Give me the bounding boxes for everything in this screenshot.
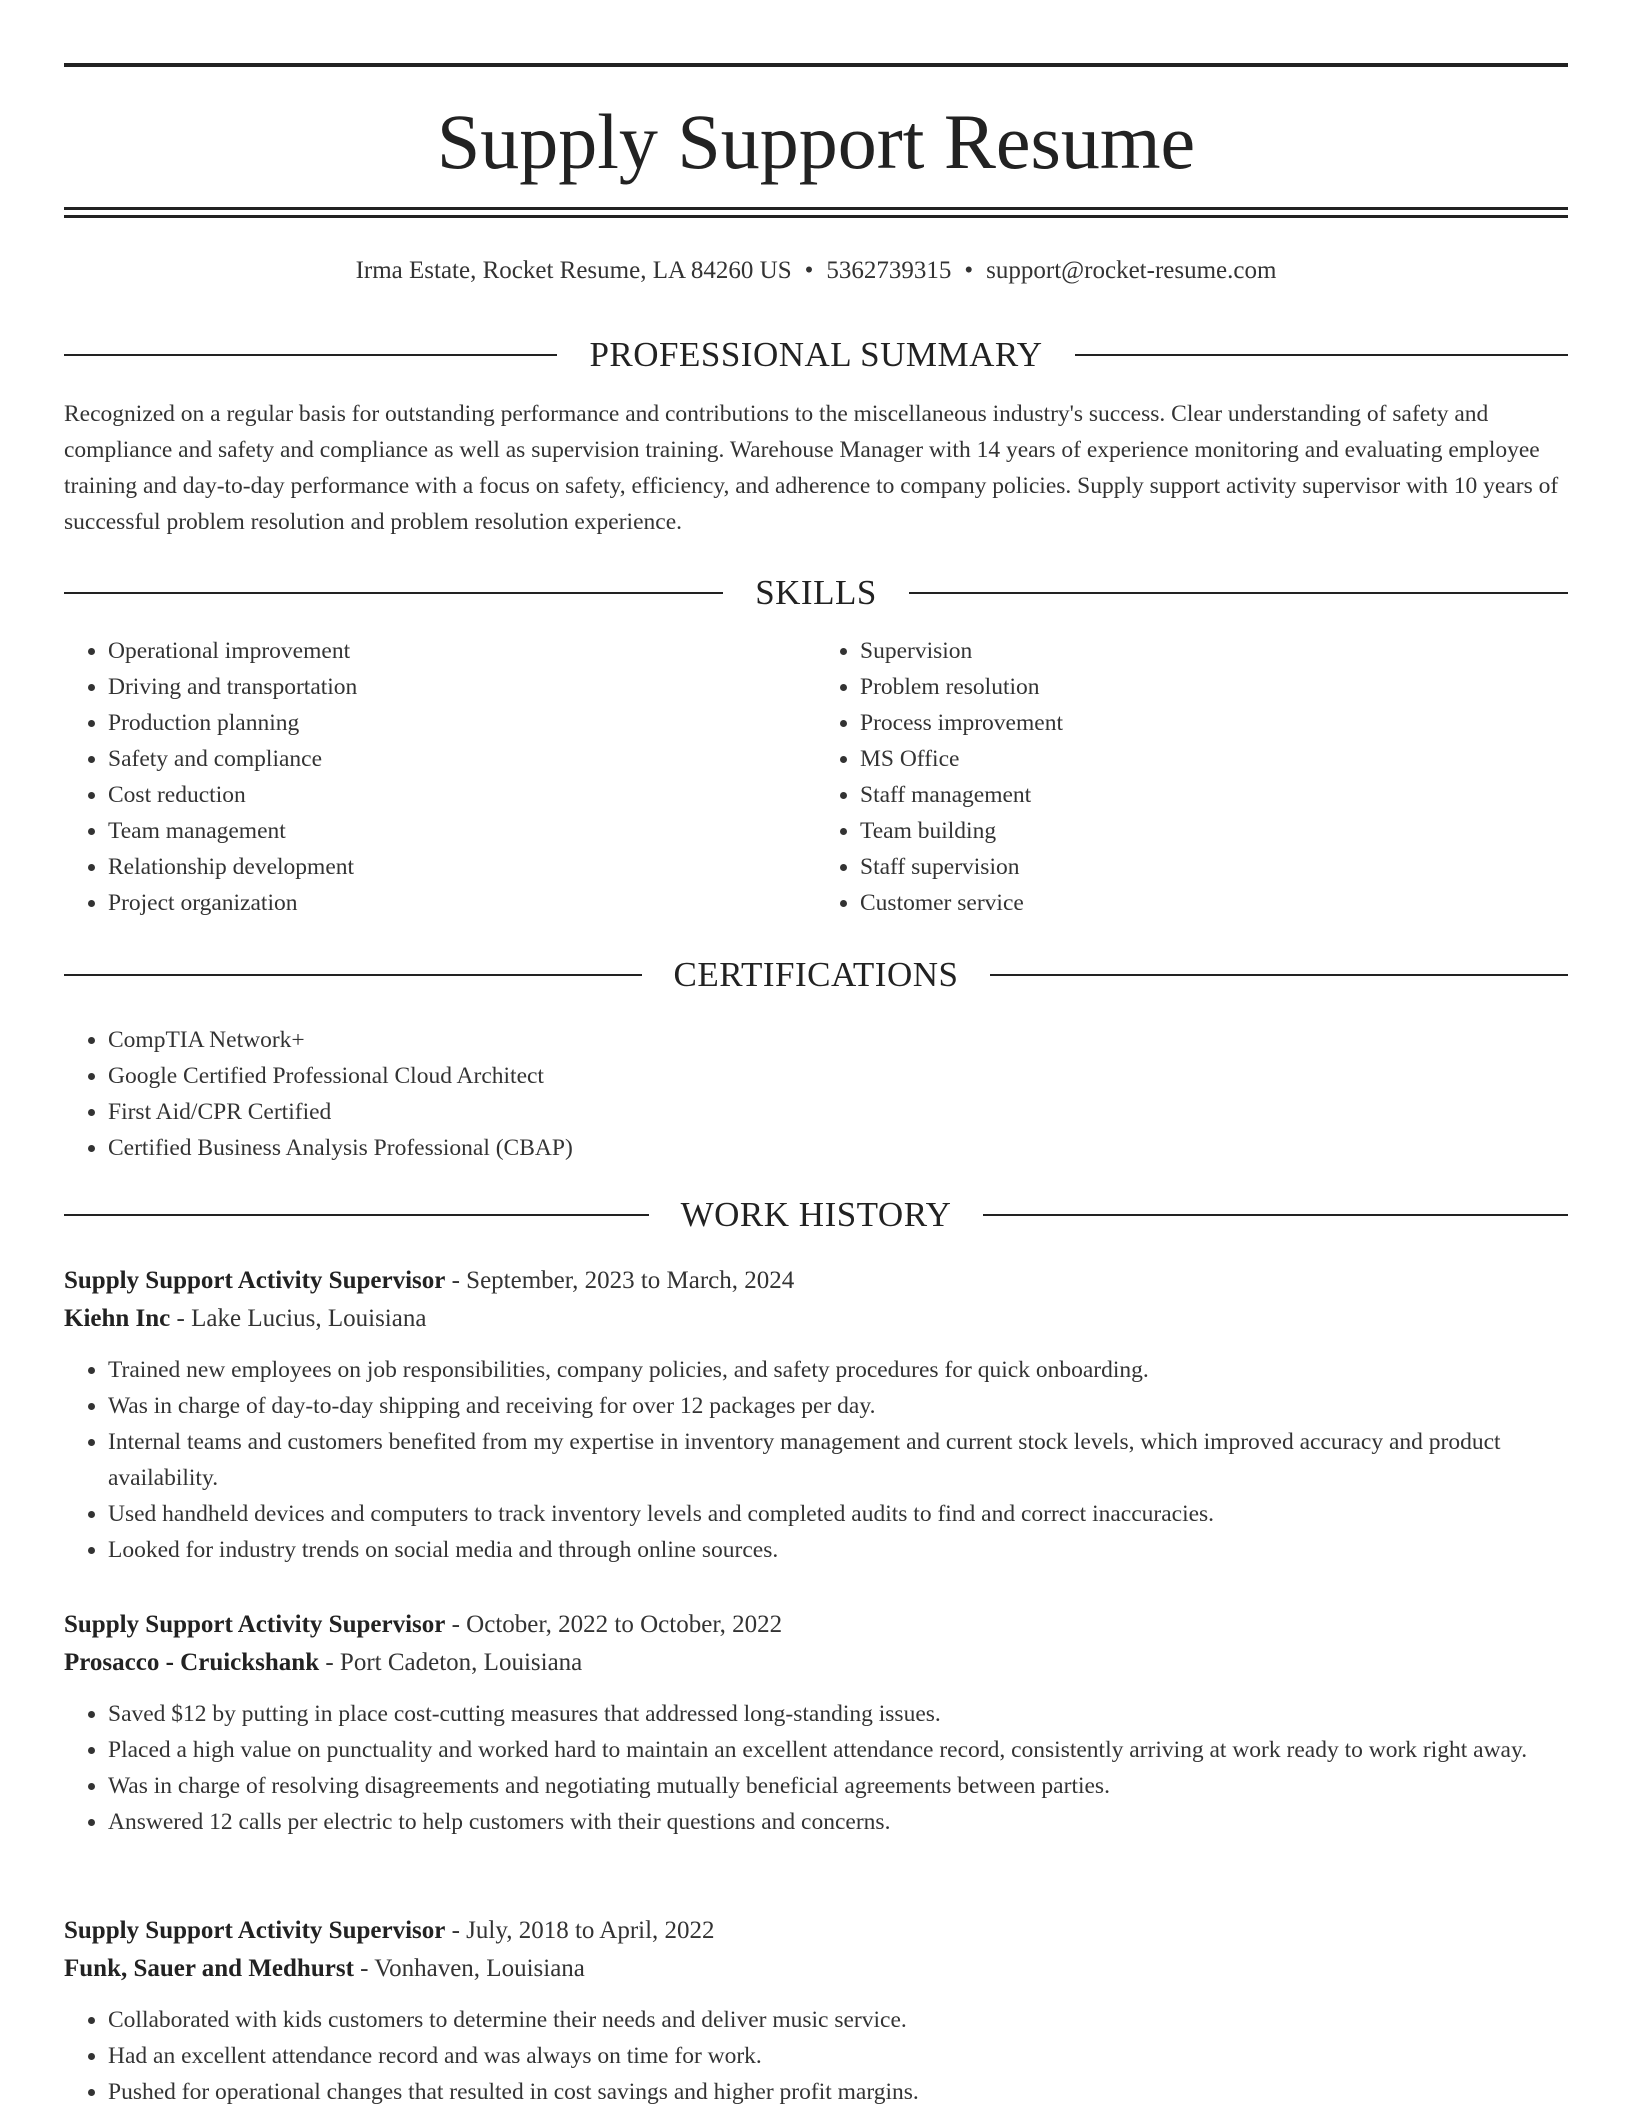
- work-history-heading-label: WORK HISTORY: [680, 1195, 952, 1234]
- skill-item: • Staff supervision: [860, 849, 1568, 885]
- job-company: Funk, Sauer and Medhurst: [64, 1955, 354, 1982]
- heading-rule: [64, 1214, 649, 1216]
- work-history-heading: [64, 1193, 1568, 1237]
- summary-text: Recognized on a regular basis for outstanding performance and contributions to the miscellaneous industry's success. Clear understanding of safety and compliance and safety and compliance as well as supervision training. Warehouse Manager with 14 years of experience monitoring and evaluating employee training and day-to-day performance with a focus on safety, efficiency, and adherence to company policies. Supply support activity supervisor with 10 years of successful problem resolution and problem resolution experience.: [64, 401, 1559, 535]
- heading-rule: [64, 354, 557, 356]
- summary-heading-label: PROFESSIONAL SUMMARY: [589, 335, 1043, 374]
- job-entry: [64, 1262, 1568, 1568]
- heading-rule: [64, 592, 723, 594]
- certifications-heading: [64, 953, 1568, 997]
- job-bullets: [64, 2002, 1568, 2110]
- heading-rule: [1075, 354, 1568, 356]
- skill-item: • MS Office: [860, 741, 1568, 777]
- job-bullet: • Was in charge of day-to-day shipping and receiving for over 12 packages per day.: [108, 1388, 1568, 1424]
- skill-item: • Team management: [108, 813, 816, 849]
- job-company: Kiehn Inc: [64, 1305, 171, 1332]
- skill-item: • Operational improvement: [108, 633, 816, 669]
- heading-rule: [983, 1214, 1568, 1216]
- job-dates: - July, 2018 to April, 2022: [445, 1917, 715, 1944]
- resume-title: Supply Support Resume: [436, 98, 1196, 185]
- skill-item: • Supervision: [860, 633, 1568, 669]
- skills-heading-label: SKILLS: [755, 573, 877, 612]
- job-title-line: [64, 1912, 1568, 1950]
- skill-item: • Customer service: [860, 885, 1568, 921]
- skill-item: • Safety and compliance: [108, 741, 816, 777]
- job-bullets: [64, 1352, 1568, 1568]
- job-bullet: • Trained new employees on job responsibilities, company policies, and safety procedures for quick onboarding.: [108, 1352, 1568, 1388]
- skills-heading: [64, 571, 1568, 615]
- job-bullet: • Pushed for operational changes that resulted in cost savings and higher profit margins.: [108, 2074, 1568, 2110]
- contact-line: [64, 254, 1568, 288]
- skill-item: • Project organization: [108, 885, 816, 921]
- job-company-line: [64, 1644, 1568, 1682]
- job-bullet: • Placed a high value on punctuality and worked hard to maintain an excellent attendance record, consistently arriving at work ready to work right away.: [108, 1732, 1568, 1768]
- contact-separator: •: [804, 257, 814, 284]
- job-title: Supply Support Activity Supervisor: [64, 1611, 446, 1638]
- certifications-heading-label: CERTIFICATIONS: [673, 955, 959, 994]
- job-bullet: • Used handheld devices and computers to track inventory levels and completed audits to find and correct inaccuracies.: [108, 1496, 1568, 1532]
- certification-item: • Certified Business Analysis Professional (CBAP): [108, 1130, 1568, 1166]
- skills-column-right: [816, 633, 1568, 921]
- skill-item: • Cost reduction: [108, 777, 816, 813]
- contact-separator: •: [964, 257, 974, 284]
- contact-email: support@rocket-resume.com: [986, 257, 1277, 284]
- skill-item: • Staff management: [860, 777, 1568, 813]
- summary-heading: [64, 333, 1568, 377]
- certifications-list: [64, 1022, 1568, 1166]
- contact-phone: 5362739315: [826, 257, 952, 284]
- skill-item: • Problem resolution: [860, 669, 1568, 705]
- contact-address: Irma Estate, Rocket Resume, LA 84260 US: [355, 257, 792, 284]
- skills-column-left: [64, 633, 816, 921]
- certification-item: • Google Certified Professional Cloud Architect: [108, 1058, 1568, 1094]
- job-dates: - September, 2023 to March, 2024: [445, 1267, 795, 1294]
- job-entry: [64, 1606, 1568, 1840]
- heading-rule: [64, 974, 642, 976]
- job-location: - Lake Lucius, Louisiana: [170, 1305, 427, 1332]
- certification-item: • CompTIA Network+: [108, 1022, 1568, 1058]
- skill-item: • Production planning: [108, 705, 816, 741]
- job-company-line: [64, 1950, 1568, 1988]
- job-bullet: • Internal teams and customers benefited from my expertise in inventory management and current stock levels, which improved accuracy and product availability.: [108, 1424, 1568, 1496]
- skill-item: • Relationship development: [108, 849, 816, 885]
- job-location: - Vonhaven, Louisiana: [353, 1955, 585, 1982]
- certification-item: • First Aid/CPR Certified: [108, 1094, 1568, 1130]
- job-bullet: • Collaborated with kids customers to determine their needs and deliver music service.: [108, 2002, 1568, 2038]
- skill-item: • Team building: [860, 813, 1568, 849]
- skill-item: • Process improvement: [860, 705, 1568, 741]
- job-bullet: • Looked for industry trends on social media and through online sources.: [108, 1532, 1568, 1568]
- skills-list: [64, 633, 1568, 921]
- certifications-bullets: [64, 1022, 1568, 1166]
- job-title-line: [64, 1262, 1568, 1300]
- job-bullet: • Had an excellent attendance record and was always on time for work.: [108, 2038, 1568, 2074]
- job-bullet: • Was in charge of resolving disagreements and negotiating mutually beneficial agreements between parties.: [108, 1768, 1568, 1804]
- job-location: - Port Cadeton, Louisiana: [319, 1649, 583, 1676]
- job-company-line: [64, 1300, 1568, 1338]
- job-bullet: • Answered 12 calls per electric to help customers with their questions and concerns.: [108, 1804, 1568, 1840]
- header-double-rule: [64, 207, 1568, 218]
- skill-item: • Driving and transportation: [108, 669, 816, 705]
- job-title-line: [64, 1606, 1568, 1644]
- job-entry: [64, 1912, 1568, 2110]
- job-title: Supply Support Activity Supervisor: [64, 1267, 446, 1294]
- job-dates: - October, 2022 to October, 2022: [445, 1611, 783, 1638]
- heading-rule: [990, 974, 1568, 976]
- header-top-rule: [64, 63, 1568, 67]
- job-company: Prosacco - Cruickshank: [64, 1649, 320, 1676]
- job-bullets: [64, 1696, 1568, 1840]
- job-title: Supply Support Activity Supervisor: [64, 1917, 446, 1944]
- job-bullet: • Saved $12 by putting in place cost-cutting measures that addressed long-standing issues.: [108, 1696, 1568, 1732]
- heading-rule: [909, 592, 1568, 594]
